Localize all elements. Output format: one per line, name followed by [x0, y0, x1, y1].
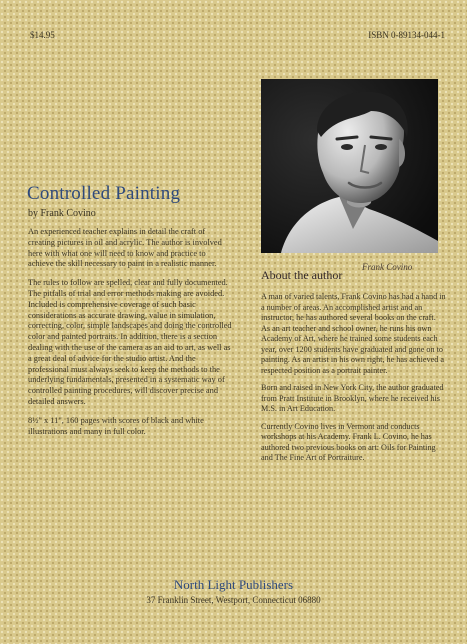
publisher-name: North Light Publishers: [173, 577, 294, 592]
book-author-line: by Frank Covino: [28, 208, 96, 219]
author-signature: Frank Covino: [362, 262, 413, 272]
book-description: [28, 227, 233, 445]
bio-paragraph-1: A man of varied talents, Frank Covino has had a hand in a number of areas. An accomplished artist and an instructor, he has authored several books on the craft. As an art teacher and school owner, he runs his own Academy of Art, where he trained some students each year, over 1200 students have graduated and gone on to painting. As an artist in his own right, he has achieved a respected position as a portrait painter.: [261, 292, 446, 375]
author-portrait-image: [261, 79, 438, 253]
author-bio: [261, 292, 446, 471]
about-author-heading: About the author: [261, 268, 343, 282]
description-paragraph-1: An experienced teacher explains in detail the craft of creating pictures in oil and acrylic. The author is involved here with what one will need to know and practice to achieve the skill necessary to paint in a realistic manner.: [28, 227, 222, 269]
description-paragraph-3: 8½" x 11", 160 pages with scores of black and white illustrations and many in full color.: [28, 415, 204, 436]
author-photo: [261, 79, 438, 253]
description-paragraph-2: The rules to follow are spelled, clear and fully documented. The pitfalls of trial and error methods making are avoided. Included is comprehensive coverage of such basic considerations as accurate drawing, value in simulation, correcting, color, simple landscapes and doing the controlled color and painted portraits. In addition, there is a section dealing with the use of the camera as an aid to art, as well as a great deal of advice for the studio artist. And the professional must always seek to keep the methods to the underlying fundamentals, presented in a systematic way of controlled painting procedures, will discover precise and detailed answers.: [28, 278, 232, 406]
book-title: Controlled Painting: [27, 183, 181, 204]
bio-paragraph-2: Born and raised in New York City, the author graduated from Pratt Institute in Brooklyn, where he received his M.S. in Art Education.: [261, 383, 444, 413]
isbn-label: ISBN 0-89134-044-1: [368, 30, 445, 40]
price-label: $14.95: [30, 30, 55, 40]
bio-paragraph-3: Currently Covino lives in Vermont and conducts workshops at his Academy. Frank L. Covino, he has authored two previous books on art: Oils for Painting and The Fine Art of Portraiture.: [261, 421, 436, 462]
publisher-address: 37 Franklin Street, Westport, Connecticut 06880: [146, 595, 321, 605]
